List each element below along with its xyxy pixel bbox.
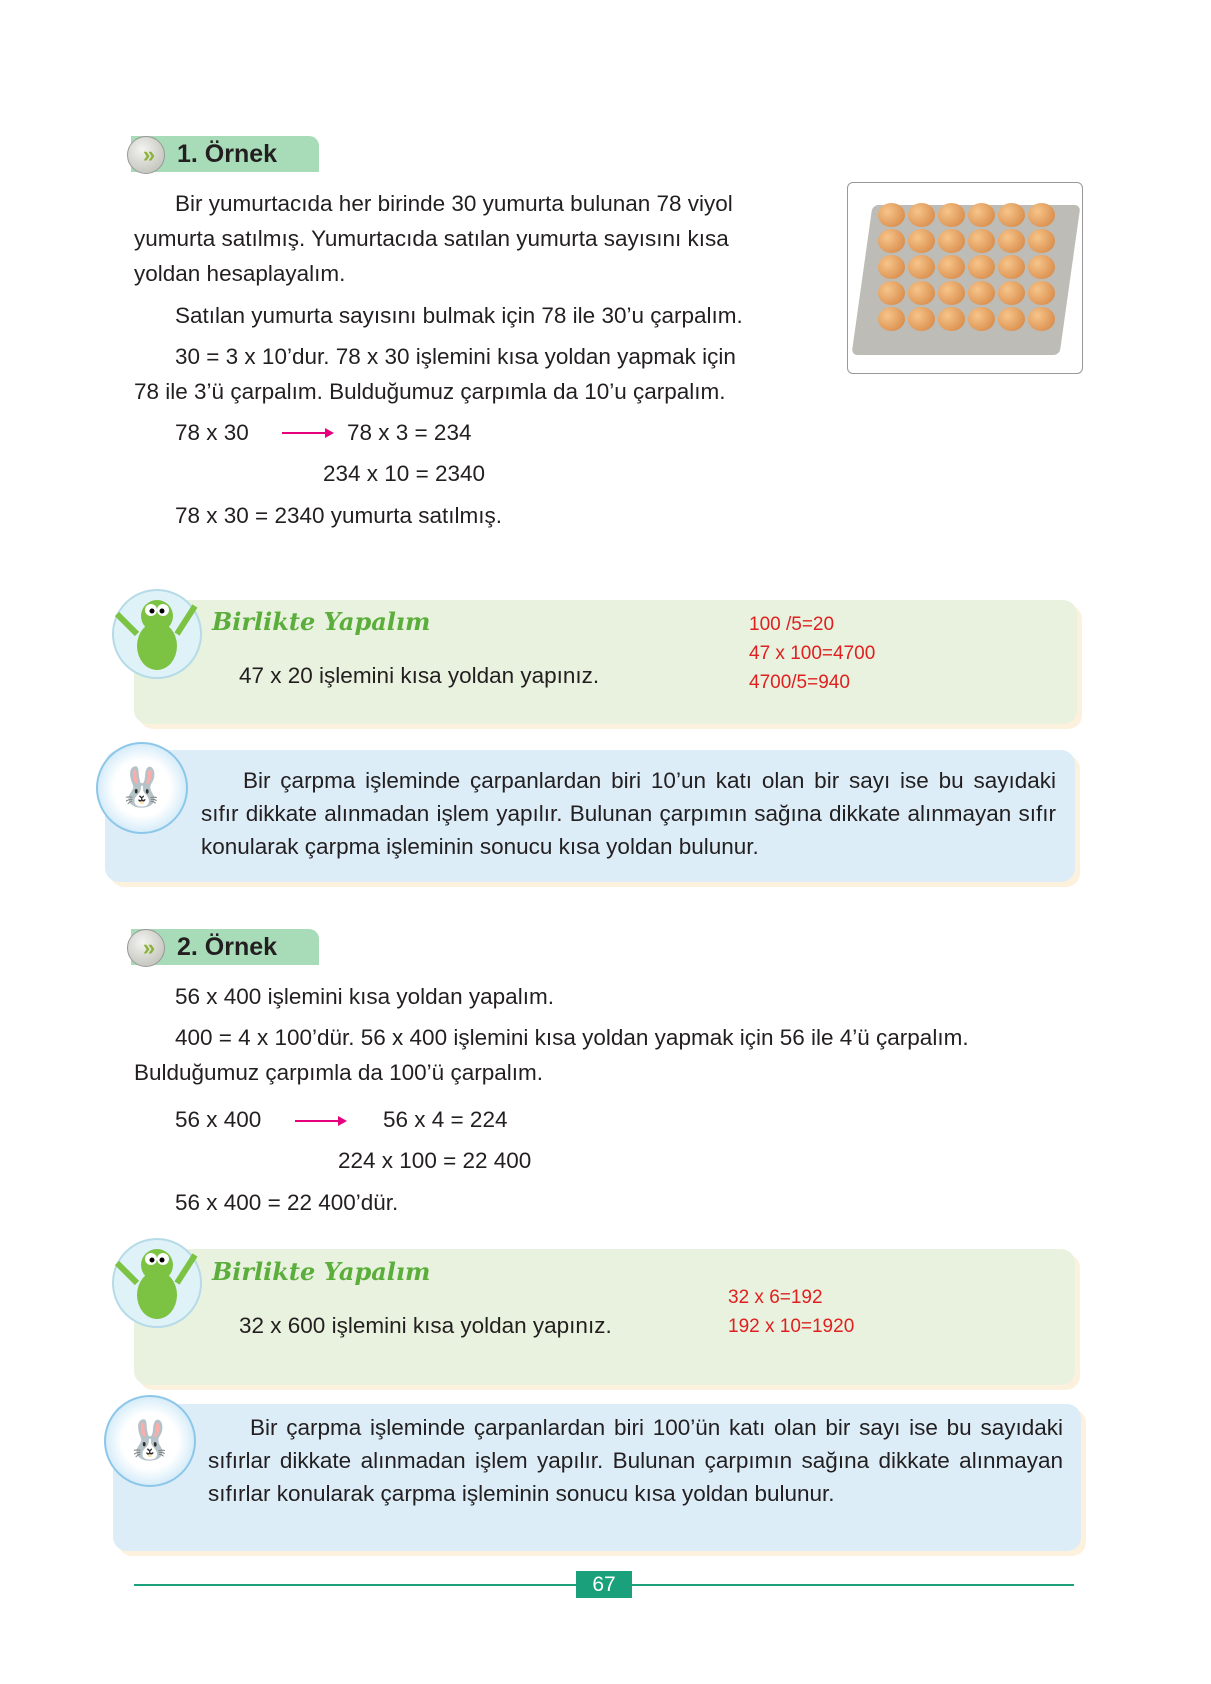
handwritten-answers bbox=[728, 1283, 854, 1341]
result-line: 78 x 30 = 2340 yumurta satılmış. bbox=[175, 503, 503, 528]
example-2-header bbox=[131, 929, 319, 965]
calc-step-2: 224 x 100 = 22 400 bbox=[338, 1148, 532, 1173]
together-task: 32 x 600 işlemini kısa yoldan yapınız. bbox=[239, 1313, 612, 1338]
page-number: 67 bbox=[576, 1571, 632, 1598]
text-line: 400 = 4 x 100’dür. 56 x 400 işlemini kısa yoldan yapmak için 56 ile 4’ü çarpalım. bbox=[175, 1025, 969, 1050]
text-line: Bir yumurtacıda her birinde 30 yumurta bulunan 78 viyol bbox=[175, 191, 733, 216]
together-title: Birlikte Yapalım bbox=[212, 1257, 431, 1286]
calc-step-2: 234 x 10 = 2340 bbox=[323, 461, 486, 486]
together-task: 47 x 20 işlemini kısa yoldan yapınız. bbox=[239, 663, 600, 688]
example-1-title: 1. Örnek bbox=[177, 140, 278, 168]
bunny-mascot-icon: 🐰 bbox=[96, 742, 188, 834]
arrow-right-icon bbox=[295, 1120, 345, 1122]
together-title: Birlikte Yapalım bbox=[212, 607, 431, 636]
text-line: 56 x 400 işlemini kısa yoldan yapalım. bbox=[175, 984, 554, 1009]
calc-step-1: 78 x 3 = 234 bbox=[347, 420, 472, 445]
egg-tray-image bbox=[847, 182, 1083, 374]
frog-mascot-icon bbox=[107, 584, 203, 684]
answer-line: 192 x 10=1920 bbox=[728, 1316, 855, 1337]
text-line: 30 = 3 x 10’dur. 78 x 30 işlemini kısa yoldan yapmak için bbox=[175, 344, 736, 369]
text-line: Satılan yumurta sayısını bulmak için 78 ile 30’u çarpalım. bbox=[175, 303, 743, 328]
answer-line: 47 x 100=4700 bbox=[749, 643, 876, 664]
bunny-mascot-icon: 🐰 bbox=[104, 1395, 196, 1487]
text-line: yoldan hesaplayalım. bbox=[134, 261, 346, 286]
info-text-1: Bir çarpma işleminde çarpanlardan biri 10’un katı olan bir sayı ise bu sayıdaki sıfır dikkate alınmadan işlem yapılır. Bulunan çarpımın sağına dikkate alınmayan sıfır konularak çarpma işleminin sonucu kısa yoldan bulunur. bbox=[201, 768, 1056, 859]
answer-line: 100 /5=20 bbox=[749, 614, 835, 635]
calc-left: 56 x 400 bbox=[175, 1107, 262, 1132]
frog-mascot-icon bbox=[107, 1233, 203, 1333]
text-line: 78 ile 3’ü çarpalım. Bulduğumuz çarpımla da 10’u çarpalım. bbox=[134, 379, 726, 404]
double-chevron-icon: » bbox=[127, 136, 165, 174]
result-line: 56 x 400 = 22 400’dür. bbox=[175, 1190, 399, 1215]
double-chevron-icon: » bbox=[127, 929, 165, 967]
calc-step-1: 56 x 4 = 224 bbox=[383, 1107, 508, 1132]
text-line: Bulduğumuz çarpımla da 100’ü çarpalım. bbox=[134, 1060, 543, 1085]
calc-left: 78 x 30 bbox=[175, 420, 249, 445]
example-2-title: 2. Örnek bbox=[177, 933, 278, 961]
text-line: yumurta satılmış. Yumurtacıda satılan yumurta sayısını kısa bbox=[134, 226, 729, 251]
example-1-header bbox=[131, 136, 319, 172]
arrow-right-icon bbox=[282, 432, 332, 434]
answer-line: 4700/5=940 bbox=[749, 672, 850, 693]
handwritten-answers bbox=[749, 610, 875, 697]
info-text-2: Bir çarpma işleminde çarpanlardan biri 100’ün katı olan bir sayı ise bu sayıdaki sıfırlar dikkate alınmadan işlem yapılır. Bulunan çarpımın sağına dikkate alınmayan sıfırlar konularak çarpma işleminin sonucu kısa yoldan bulunur. bbox=[208, 1415, 1063, 1506]
answer-line: 32 x 6=192 bbox=[728, 1287, 823, 1308]
